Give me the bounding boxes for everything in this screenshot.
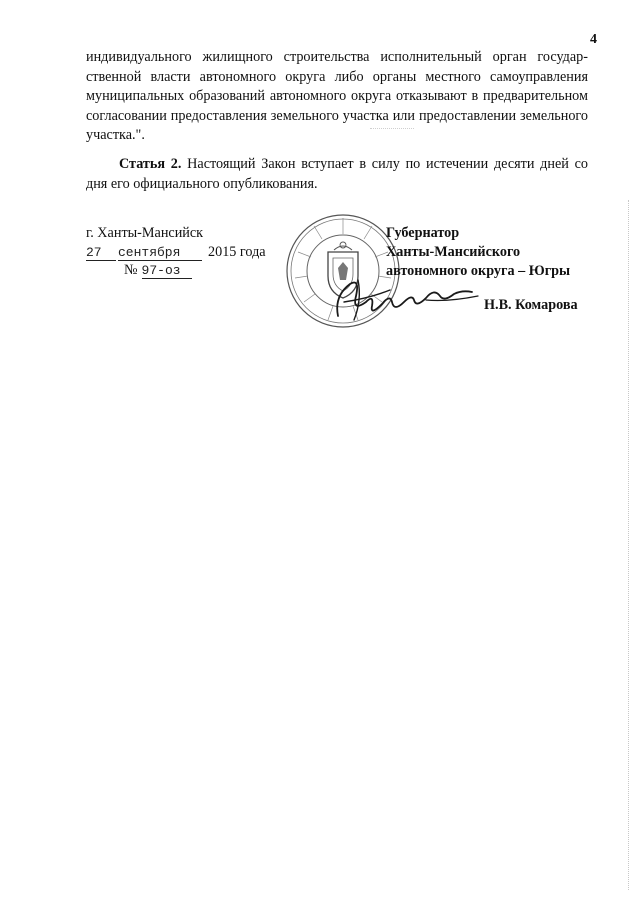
date-year: 2015 года [208,244,266,260]
date-month: сентября [118,246,202,261]
governor-line-3: автономного округа – Югры [386,263,571,279]
scan-edge [628,200,630,890]
law-number: 97-оз [142,264,192,279]
number-sign: № [124,262,138,278]
article-2-text: Настоящий Закон вступает в силу по истечении десяти дней со дня его официального опубликования. [86,156,589,192]
signing-date [86,244,266,261]
article-2-heading: Статья 2. [119,156,182,172]
paragraph-continuation: индивидуального жилищного строительства исполнительный орган государственной власти автономного округа либо органы местного самоуправления муниципальных образований автономного округа отказывают в предварительном согласовании предоставления земельного участка или предоставлении земельного участка.". [86,49,588,144]
governor-title [386,224,570,281]
date-day: 27 [86,246,116,261]
article-2 [86,155,588,194]
page-number: 4 [590,32,597,47]
governor-line-2: Ханты-Мансийского [386,244,521,260]
law-number-line [124,262,192,279]
governor-line-1: Губернатор [386,225,460,241]
signing-place: г. Ханты-Мансийск [86,225,204,241]
governor-name: Н.В. Комарова [484,297,578,313]
scan-artifact [370,128,414,129]
